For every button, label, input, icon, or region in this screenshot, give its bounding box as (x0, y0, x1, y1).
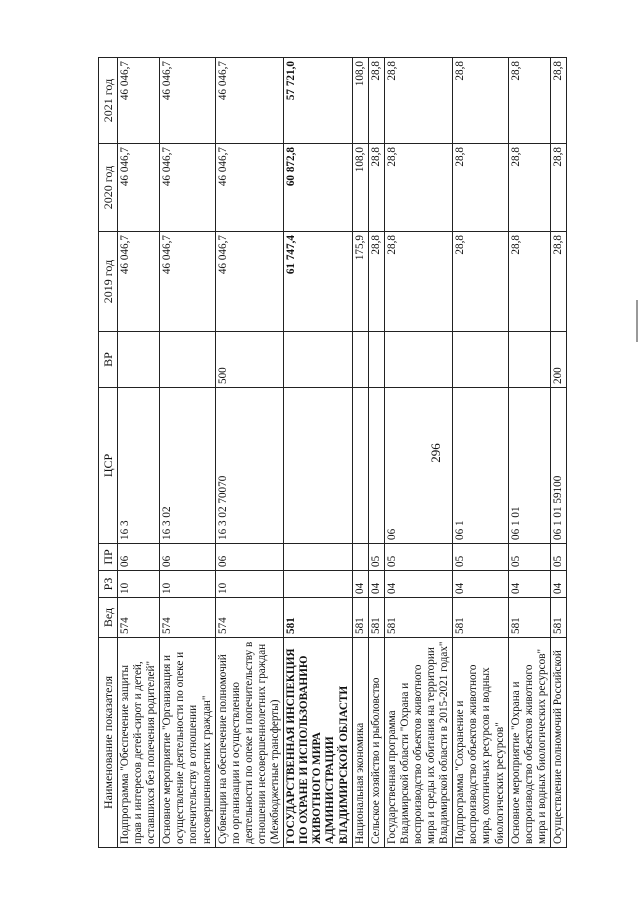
row-name: Национальная экономика (352, 638, 368, 848)
row-rz: 04 (384, 571, 452, 598)
row-ved: 581 (453, 598, 508, 638)
row-pr: 05 (508, 544, 550, 571)
row-2019: 175,9 (352, 232, 368, 332)
table-row (453, 58, 508, 848)
row-csr: 16 3 (118, 388, 160, 544)
row-rz: 04 (368, 571, 384, 598)
row-2020: 60 872,8 (284, 144, 352, 232)
row-csr: 06 (384, 388, 452, 544)
row-vr (368, 332, 384, 388)
row-csr (368, 388, 384, 544)
row-ved: 581 (508, 598, 550, 638)
row-2021: 46 046,7 (215, 58, 283, 144)
table-row (160, 58, 215, 848)
row-2019: 46 046,7 (118, 232, 160, 332)
header-pr: ПР (99, 544, 118, 571)
table-row (368, 58, 384, 848)
header-2021: 2021 год (99, 58, 118, 144)
header-ved: Вед (99, 598, 118, 638)
scan-edge-mark (636, 300, 638, 342)
row-2019: 28,8 (453, 232, 508, 332)
row-csr: 16 3 02 (160, 388, 215, 544)
row-ved: 574 (160, 598, 215, 638)
row-csr: 06 1 (453, 388, 508, 544)
table-row (508, 58, 550, 848)
table-row (550, 58, 566, 848)
row-vr: 200 (550, 332, 566, 388)
row-name: Субвенции на обеспечение полномочий по организации и осуществлению деятельности по опеке и попечительству в отношении несовершеннолетних граждан (Межбюджетные трансферты) (215, 638, 283, 848)
row-pr: 05 (550, 544, 566, 571)
row-ved: 574 (118, 598, 160, 638)
row-vr: 500 (215, 332, 283, 388)
header-rz: РЗ (99, 571, 118, 598)
header-vr: ВР (99, 332, 118, 388)
table-row (118, 58, 160, 848)
row-pr: 05 (368, 544, 384, 571)
row-ved: 581 (352, 598, 368, 638)
row-2021: 57 721,0 (284, 58, 352, 144)
row-2021: 28,8 (368, 58, 384, 144)
row-2020: 46 046,7 (160, 144, 215, 232)
row-2021: 28,8 (384, 58, 452, 144)
table-row (215, 58, 283, 848)
row-pr: 06 (160, 544, 215, 571)
row-2019: 28,8 (550, 232, 566, 332)
header-2019: 2019 год (99, 232, 118, 332)
row-2021: 28,8 (453, 58, 508, 144)
row-2019: 28,8 (508, 232, 550, 332)
row-2019: 28,8 (368, 232, 384, 332)
row-rz: 04 (550, 571, 566, 598)
row-pr: 06 (118, 544, 160, 571)
table-row-agency (284, 58, 352, 848)
row-2020: 108,0 (352, 144, 368, 232)
row-rz: 10 (160, 571, 215, 598)
row-2019: 46 046,7 (215, 232, 283, 332)
row-name: Осуществление полномочий Российской (550, 638, 566, 848)
row-2020: 28,8 (508, 144, 550, 232)
row-name: Основное мероприятие "Охрана и воспроизводство объектов животного мира и водных биологических ресурсов" (508, 638, 550, 848)
row-rz: 04 (453, 571, 508, 598)
row-2020: 28,8 (368, 144, 384, 232)
row-pr: 05 (453, 544, 508, 571)
row-name: Сельское хозяйство и рыболовство (368, 638, 384, 848)
row-2021: 108,0 (352, 58, 368, 144)
row-csr (284, 388, 352, 544)
row-csr (352, 388, 368, 544)
budget-table (98, 57, 567, 848)
row-ved: 581 (384, 598, 452, 638)
row-2020: 28,8 (384, 144, 452, 232)
row-name: Основное мероприятие "Организация и осуществление деятельности по опеке и попечительству в отношении несовершеннолетних граждан" (160, 638, 215, 848)
row-vr (160, 332, 215, 388)
header-2020: 2020 год (99, 144, 118, 232)
row-vr (352, 332, 368, 388)
row-vr (453, 332, 508, 388)
row-name: Подпрограмма "Обеспечение защиты прав и интересов детей-сирот и детей, оставшихся без попечения родителей" (118, 638, 160, 848)
row-ved: 581 (284, 598, 352, 638)
row-ved: 574 (215, 598, 283, 638)
row-ved: 581 (550, 598, 566, 638)
row-pr (284, 544, 352, 571)
page-number: 296 (428, 443, 443, 463)
row-2020: 46 046,7 (118, 144, 160, 232)
row-2020: 46 046,7 (215, 144, 283, 232)
row-rz: 04 (508, 571, 550, 598)
table-row (352, 58, 368, 848)
row-csr: 06 1 01 (508, 388, 550, 544)
row-2019: 61 747,4 (284, 232, 352, 332)
row-name: ГОСУДАРСТВЕННАЯ ИНСПЕКЦИЯ ПО ОХРАНЕ И ИСПОЛЬЗОВАНИЮ ЖИВОТНОГО МИРА АДМИНИСТРАЦИИ ВЛАДИМИРСКОЙ ОБЛАСТИ (284, 638, 352, 848)
header-csr: ЦСР (99, 388, 118, 544)
row-2019: 28,8 (384, 232, 452, 332)
row-rz (284, 571, 352, 598)
row-pr: 05 (384, 544, 452, 571)
row-rz: 04 (352, 571, 368, 598)
row-rz: 10 (118, 571, 160, 598)
row-2021: 28,8 (550, 58, 566, 144)
row-csr: 16 3 02 70070 (215, 388, 283, 544)
row-pr: 06 (215, 544, 283, 571)
row-csr: 06 1 01 59100 (550, 388, 566, 544)
row-vr (508, 332, 550, 388)
row-vr (384, 332, 452, 388)
row-name: Подпрограмма "Сохранение и воспроизводство объектов животного мира, охотничьих ресурсов и водных биологических ресурсов" (453, 638, 508, 848)
table-row (384, 58, 452, 848)
row-2021: 46 046,7 (118, 58, 160, 144)
row-2020: 28,8 (550, 144, 566, 232)
row-name: Государственная программа Владимирской области "Охрана и воспроизводство объектов животного мира и среды их обитания на территории Владимирской области в 2015-2021 годах" (384, 638, 452, 848)
row-2019: 46 046,7 (160, 232, 215, 332)
row-rz: 10 (215, 571, 283, 598)
table-header-row (99, 58, 118, 848)
row-2020: 28,8 (453, 144, 508, 232)
row-2021: 46 046,7 (160, 58, 215, 144)
row-ved: 581 (368, 598, 384, 638)
row-vr (284, 332, 352, 388)
header-name: Наименование показателя (99, 638, 118, 848)
row-2021: 28,8 (508, 58, 550, 144)
row-vr (118, 332, 160, 388)
rotated-budget-table (98, 58, 623, 848)
row-pr (352, 544, 368, 571)
